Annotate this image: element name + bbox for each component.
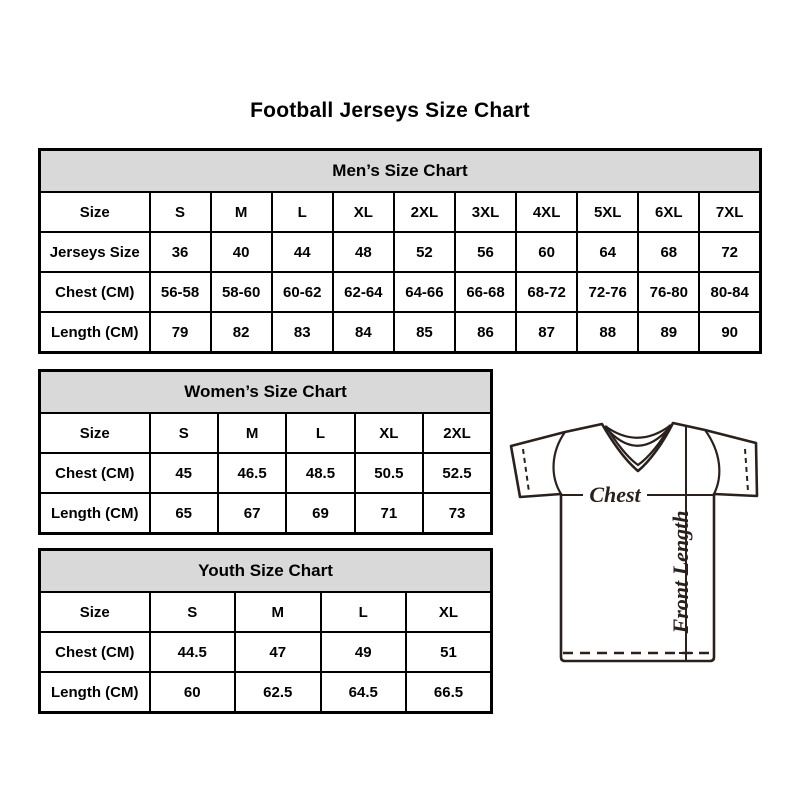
mens-cell: 40 <box>211 232 272 272</box>
youth-row-label: Length (CM) <box>40 672 150 713</box>
youth-cell: 66.5 <box>406 672 492 713</box>
womens-cell: 71 <box>355 493 423 534</box>
youth-table-title: Youth Size Chart <box>40 550 492 593</box>
youth-cell: S <box>150 592 236 632</box>
mens-cell: 2XL <box>394 192 455 232</box>
womens-cell: S <box>150 413 218 453</box>
youth-size-table <box>38 548 493 714</box>
mens-cell: 89 <box>638 312 699 353</box>
youth-cell: 47 <box>235 632 321 672</box>
womens-cell: 69 <box>286 493 354 534</box>
mens-cell: 56 <box>455 232 516 272</box>
mens-cell: 3XL <box>455 192 516 232</box>
mens-cell: 85 <box>394 312 455 353</box>
womens-cell: 65 <box>150 493 218 534</box>
mens-cell: 68-72 <box>516 272 577 312</box>
mens-cell: XL <box>333 192 394 232</box>
youth-cell: 49 <box>321 632 407 672</box>
youth-cell: 44.5 <box>150 632 236 672</box>
mens-cell: 72-76 <box>577 272 638 312</box>
mens-table-row <box>40 272 761 312</box>
womens-cell: L <box>286 413 354 453</box>
womens-cell: 45 <box>150 453 218 493</box>
mens-cell: 84 <box>333 312 394 353</box>
mens-cell: 48 <box>333 232 394 272</box>
womens-row-label: Size <box>40 413 150 453</box>
mens-cell: 60-62 <box>272 272 333 312</box>
womens-cell: 52.5 <box>423 453 491 493</box>
womens-cell: M <box>218 413 286 453</box>
mens-cell: M <box>211 192 272 232</box>
mens-cell: 82 <box>211 312 272 353</box>
mens-row-label: Chest (CM) <box>40 272 150 312</box>
mens-cell: 56-58 <box>150 272 211 312</box>
page-title: Football Jerseys Size Chart <box>250 99 530 122</box>
womens-cell: 46.5 <box>218 453 286 493</box>
womens-cell: 48.5 <box>286 453 354 493</box>
youth-table-row <box>40 592 492 632</box>
mens-cell: 62-64 <box>333 272 394 312</box>
mens-table-row <box>40 312 761 353</box>
womens-size-table <box>38 369 493 535</box>
mens-cell: 4XL <box>516 192 577 232</box>
youth-row-label: Chest (CM) <box>40 632 150 672</box>
youth-cell: 62.5 <box>235 672 321 713</box>
womens-table-title: Women’s Size Chart <box>40 371 492 414</box>
mens-cell: 7XL <box>699 192 760 232</box>
mens-cell: 86 <box>455 312 516 353</box>
womens-cell: 67 <box>218 493 286 534</box>
youth-cell: XL <box>406 592 492 632</box>
mens-cell: L <box>272 192 333 232</box>
youth-cell: M <box>235 592 321 632</box>
mens-cell: 52 <box>394 232 455 272</box>
womens-table-row <box>40 493 492 534</box>
mens-cell: 83 <box>272 312 333 353</box>
mens-cell: 72 <box>699 232 760 272</box>
womens-table-row <box>40 453 492 493</box>
youth-cell: 64.5 <box>321 672 407 713</box>
mens-table-row <box>40 232 761 272</box>
mens-cell: 87 <box>516 312 577 353</box>
womens-row-label: Length (CM) <box>40 493 150 534</box>
mens-row-label: Jerseys Size <box>40 232 150 272</box>
mens-cell: 44 <box>272 232 333 272</box>
womens-row-label: Chest (CM) <box>40 453 150 493</box>
mens-cell: 5XL <box>577 192 638 232</box>
womens-table-row <box>40 413 492 453</box>
mens-cell: 68 <box>638 232 699 272</box>
mens-cell: 6XL <box>638 192 699 232</box>
front-length-label: Front Length <box>668 510 693 634</box>
youth-cell: 60 <box>150 672 236 713</box>
mens-cell: 90 <box>699 312 760 353</box>
womens-cell: 73 <box>423 493 491 534</box>
mens-cell: 64 <box>577 232 638 272</box>
womens-cell: 2XL <box>423 413 491 453</box>
mens-cell: 80-84 <box>699 272 760 312</box>
mens-cell: 58-60 <box>211 272 272 312</box>
mens-cell: 36 <box>150 232 211 272</box>
youth-row-label: Size <box>40 592 150 632</box>
mens-table-title: Men’s Size Chart <box>40 150 761 193</box>
mens-cell: 79 <box>150 312 211 353</box>
youth-cell: 51 <box>406 632 492 672</box>
mens-size-table <box>38 148 762 354</box>
mens-cell: 60 <box>516 232 577 272</box>
jersey-measurement-diagram <box>500 410 775 670</box>
mens-cell: 76-80 <box>638 272 699 312</box>
mens-cell: S <box>150 192 211 232</box>
jersey-outline <box>511 423 757 661</box>
womens-cell: 50.5 <box>355 453 423 493</box>
mens-cell: 66-68 <box>455 272 516 312</box>
mens-cell: 88 <box>577 312 638 353</box>
youth-table-row <box>40 672 492 713</box>
mens-table-row <box>40 192 761 232</box>
mens-row-label: Length (CM) <box>40 312 150 353</box>
youth-cell: L <box>321 592 407 632</box>
womens-cell: XL <box>355 413 423 453</box>
youth-table-row <box>40 632 492 672</box>
chest-label: Chest <box>589 482 641 507</box>
mens-row-label: Size <box>40 192 150 232</box>
mens-cell: 64-66 <box>394 272 455 312</box>
